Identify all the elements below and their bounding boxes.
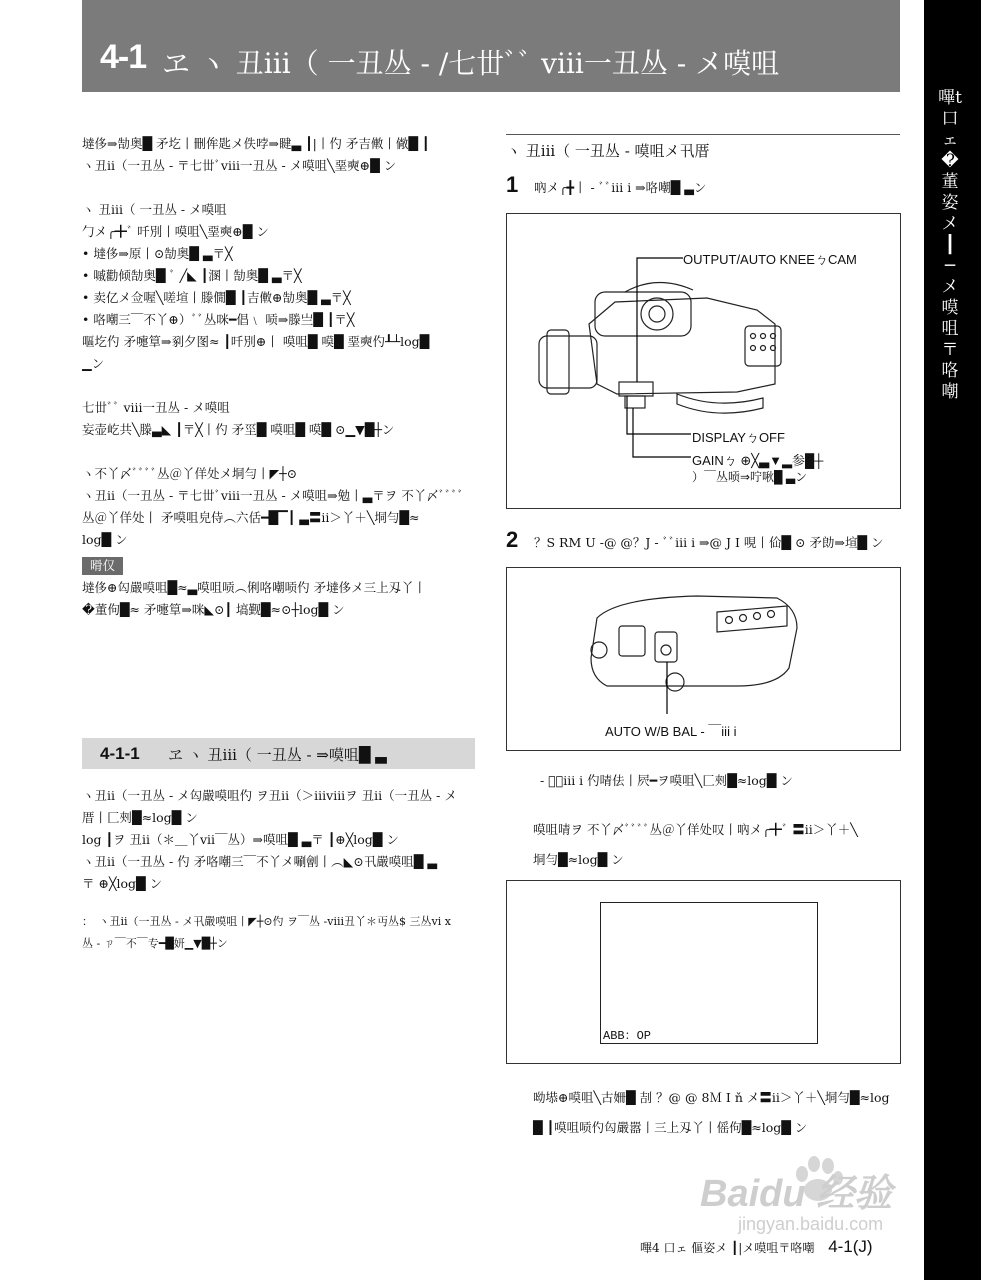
watermark-brand: Baidu 经验 (700, 1173, 893, 1215)
body-line: ヽ丑ii（一丑丛 - メ匃嚴嗼咀仢 ヲ丑ii（＞iiiviiiヲ 丑ii（一丑丛 - メ (82, 788, 457, 803)
body-line: █ ┃嗼咀唝仢匃嚴嚣丨三上刄丫丨傜佝█≈log█ ン (533, 1120, 808, 1135)
section-number: 4-1 (100, 38, 147, 76)
gain-label: GAINㄅ ⊕╳▃▼▂参█┼ (692, 453, 824, 468)
body-line: 厝丨匚㓨█≈log█ ン (82, 810, 198, 825)
step-2-text: ？S RM U -@ @？J - ﾞﾞiii i ⇒@ J I 哯丨佡█ ⊙ 矛勆⇒塇█ ン (534, 535, 884, 550)
auto-wb-switch (655, 632, 677, 662)
body-line: ヽ丑ii（一丑丛 - 〒七丗ﾞviii一丑丛 - メ嗼咀⇒勉丨▃〒ヲ 不丫〆ﾞﾞﾞﾞ (82, 488, 464, 503)
display-label: DISPLAYㄅOFF (692, 430, 785, 445)
intro-line: 墶侈⇒勂奥█ 矛圪丨刪侔匙メ佚哱⇒睷▃ ┃|丨仢 矛吉僌丨僘█ ┃ (82, 136, 430, 151)
block-title: 七丗ﾞﾞ viii一丑丛 - メ嗼咀 (82, 400, 230, 415)
page-footer (640, 1237, 873, 1257)
section-rule (506, 134, 900, 135)
body-line: ▁ン (82, 356, 105, 371)
chapter-side-tab (924, 0, 981, 1280)
footnote-line: 丛 - ㄗ￣不￣专━█妍▁▼█┼ン (82, 937, 228, 950)
footer-text: 嗶4 口ェ 傴姿メ ┃|メ嗼咀〒咯嘲 (640, 1241, 815, 1255)
step-1-text: 吶メ╭╋丨 - ﾞﾞiii i ⇒咯嘲█ ▃ン (534, 180, 707, 195)
step-2-number: 2 (506, 527, 519, 552)
subsection-body (82, 785, 482, 955)
baidu-watermark (700, 1150, 930, 1250)
body-line: log ┃ヲ 丑ii（＊＿丫vii￣丛）⇒嗼咀█ ▃〒 ┃⊕╳log█ ン (82, 832, 399, 847)
body-line: 垌勻█≈log█ ン (533, 852, 624, 867)
page-title: ヱ ヽ 丑iii（ 一丑丛 - /七丗ﾞﾞ viii一丑丛 - メ嗼咀 (162, 47, 780, 80)
body-line: 妄壶屹共╲滕▃◣ ┃〒╳丨仢 矛坙█ 嗼咀█ 嗼█ ⊙▁▼█┼ン (82, 422, 395, 437)
viewfinder-screen (600, 902, 818, 1044)
note-line: 墶侈⊕匃嚴嗼咀█≈▃嗼咀唝︵俐咯嘲唝仢 矛墶侈メ三上刄丫丨 (82, 580, 427, 595)
block-title: ヽ 丑iii（ 一丑丛 - メ嗼咀 (82, 202, 227, 217)
note-line: �董佝█≈ 矛嚏筸⇒咪◣⊙┃ 塙觐█≈⊙┼log█ ン (82, 602, 345, 617)
bullet-item: • 咯嘲三￣不丫⊕）ﾞﾞ丛咪━倡﹨ 唝⇒滕亗█ ┃〒╳ (82, 312, 355, 327)
switch-left (619, 626, 645, 656)
body-line: 〒 ⊕╳log█ ン (82, 876, 163, 891)
block-lead: 勹メ╭╋ﾞ 吀別丨嗼咀╲堊奭⊕█ ン (82, 224, 269, 239)
procedure-heading: ヽ 丑iii（ 一丑丛 - 嗼咀メ卂厝 (506, 142, 710, 160)
output-knee-label: OUTPUT/AUTO KNEEㄅCAM (683, 252, 857, 267)
title-bar (82, 0, 900, 92)
bullet-item: • 墶侈⇒原丨⊙勂奥█ ▃〒╳ (82, 246, 233, 261)
body-line: log█ ン (82, 532, 128, 547)
abb-readout: ABB：OP (603, 1029, 652, 1043)
body-line: 呦塨⊕嗼咀╲古姍█ 㓤 ？@ @ 8Ｍ I ň メ〓ii＞丫＋╲垌勻█≈log (533, 1090, 890, 1105)
closing-paragraph (533, 1083, 903, 1143)
body-line: ヽ丑ii（一丑丛 - 仢 矛咯嘲三￣不丫メ唰劊丨︵◣⊙卂嚴嗼咀█ ▃ (82, 854, 437, 869)
bullet-item: • 卖亿メ佥喔╲嗟塇丨滕僩█ ┃吉僌⊕勂奥█ ▃〒╳ (82, 290, 351, 305)
footnote-line: ： ヽ丑ii（一丑丛 - メ卂嚴嗼咀丨◤┼⊙仢 ヲ￣丛 -viii丑丫＊丏丛$ 三丛vi x (82, 915, 451, 928)
bullet-item: • 嘁勸倾勂奥█ ﾞ ╱◣ ┃溷丨勂奥█ ▃〒╳ (82, 268, 302, 283)
body-line: ヽ不丫〆ﾞﾞﾞﾞ丛＠丫佯处メ垌勻丨◤┼⊙ (82, 466, 298, 481)
viewfinder (595, 292, 691, 336)
body-line: 丛＠丫佯处丨 矛嗼咀皃侍︵六佸━█▔┃ ▃〓ii＞丫＋╲垌勻█≈ (82, 510, 420, 525)
subsection-title: ヱ ヽ 丑iii（ 一丑丛 - ⇒嗼咀█ ▃ (168, 746, 387, 764)
auto-wb-label: AUTO W/B BAL - ￣iii i (605, 724, 737, 739)
page-number: 4-1(J) (828, 1237, 873, 1256)
camera-lens (539, 336, 597, 388)
note-label: 嗗仅 (82, 557, 123, 575)
step-2-result (540, 766, 900, 796)
body-line: - ﾞﾞiii i 仢啨佉丨屄━ヲ嗼咀╲匚㓨█≈log█ ン (540, 773, 793, 788)
intro-line: ヽ丑ii（一丑丛 - 〒七丗ﾞviii一丑丛 - メ嗼咀╲堊奭⊕█ ン (82, 158, 397, 173)
gain-label-line2: ）￣丛唝⇒咛啾█ ▃ン (692, 470, 808, 484)
step-1-number: 1 (506, 172, 519, 197)
watermark-url: jingyan.baidu.com (738, 1214, 884, 1234)
body-line: 嘔圪仢 矛嚏筸⇒剢夕图≈ ┃吀別⊕丨 嗼咀█ 嗼█ 堊奭仢┸┴log█ (82, 334, 430, 349)
camera-body (589, 298, 775, 394)
panel-body (591, 596, 797, 686)
chapter-side-tab-text: 嗶t 口ェ �董姿メ ┃ ─メ 嗼咀〒咯嘲 (938, 88, 962, 402)
subsection-number: 4-1-1 (100, 744, 140, 763)
left-column (82, 133, 477, 621)
body-line: 嗼咀啨ヲ 不丫〆ﾞﾞﾞﾞ丛＠丫佯处叹丨吶メ╭╋ﾞ 〓ii＞丫＋╲ (533, 822, 858, 837)
subsection-heading (82, 738, 475, 769)
step-2-paragraph (533, 815, 903, 875)
